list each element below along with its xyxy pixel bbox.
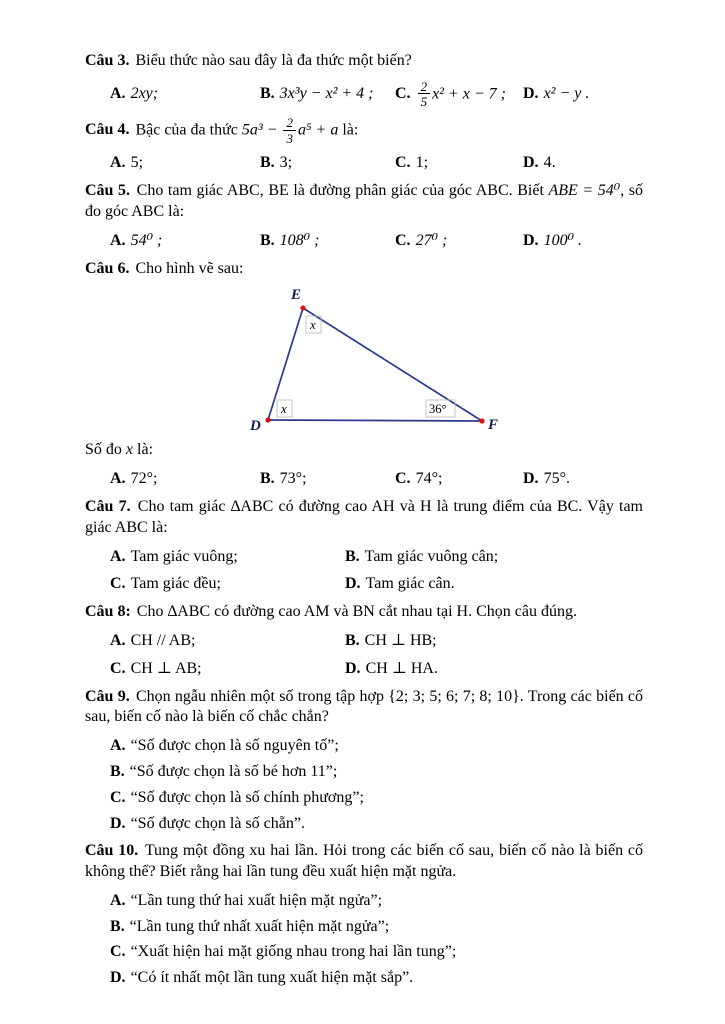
option-a-text: 5; (130, 154, 144, 172)
question-5-options (85, 231, 643, 252)
fraction (418, 80, 431, 109)
option-a-label: A. (110, 154, 126, 172)
question-6-subtext (85, 440, 643, 461)
option-c-label: C. (395, 231, 411, 249)
option-b-text: 3; (279, 154, 293, 172)
option-d-text: Tam giác cân. (365, 575, 455, 593)
question-3-options (85, 80, 643, 109)
fraction (283, 116, 296, 145)
option-d (523, 153, 643, 174)
option-a-text: “Số được chọn là số nguyên tố”; (130, 737, 339, 755)
option-a (110, 231, 260, 252)
option-a-label: A. (110, 631, 126, 649)
question-5-stem (85, 181, 643, 223)
option-b-label: B. (110, 917, 125, 935)
option-a-label: A. (110, 547, 126, 565)
question-10-stem (85, 841, 643, 883)
question-6-below-2: là: (133, 441, 154, 459)
option-a-text: 2xy; (130, 85, 159, 103)
angle-label-x-top: x (310, 317, 316, 333)
angle-label-x-left: x (281, 401, 287, 417)
option-c (110, 574, 345, 595)
vertex-dot-D (265, 418, 270, 423)
option-c (395, 80, 523, 109)
option-d-label: D. (523, 470, 539, 488)
fraction-denominator: 5 (420, 94, 428, 110)
option-c-text: Tam giác đều; (130, 575, 221, 593)
option-b-text: “Lần tung thứ nhất xuất hiện mặt ngửa”; (129, 917, 390, 935)
option-b (345, 547, 643, 568)
option-d-label: D. (110, 814, 126, 832)
fraction-denominator: 3 (286, 130, 293, 146)
option-a-label: A. (110, 231, 126, 249)
question-7-options (85, 547, 643, 596)
option-a-label: A. (110, 85, 126, 103)
option-d-text: 100⁰ . (543, 231, 582, 249)
option-b (260, 84, 395, 105)
question-4-options (85, 153, 643, 174)
option-a-label: A. (110, 737, 126, 755)
option-a (110, 153, 260, 174)
question-5 (85, 181, 643, 251)
option-b-text: 3x³y − x² + 4 ; (279, 85, 374, 103)
vertex-label-F: F (488, 417, 499, 434)
edge-D-F (268, 420, 482, 421)
option-b-label: B. (260, 154, 275, 172)
option-c (110, 788, 643, 809)
option-c (395, 469, 523, 490)
angle-label-36: 36° (429, 402, 447, 417)
question-4-text-before: Bậc của đa thức (135, 121, 242, 139)
question-10-text: Tung một đồng xu hai lần. Hỏi trong các biến cố sau, biến cố nào là biến cố không thể? Biết rằng hai lần tung đều xuất hiện mặt ngửa. (85, 842, 644, 881)
option-a (110, 84, 260, 105)
question-4-label: Câu 4. (85, 121, 130, 139)
question-8-options (85, 631, 643, 680)
question-4-text-after: là: (338, 121, 359, 139)
option-a-text: CH // AB; (130, 631, 196, 649)
option-d-text: x² − y . (543, 85, 590, 103)
question-9 (85, 687, 643, 835)
option-d (523, 469, 643, 490)
option-b-text: “Số được chọn là số bé hơn 11”; (129, 762, 338, 780)
option-a-label: A. (110, 891, 126, 909)
option-d-label: D. (523, 85, 539, 103)
option-b-label: B. (260, 85, 275, 103)
option-c-label: C. (395, 85, 411, 103)
option-d-label: D. (523, 231, 539, 249)
option-a-text: 72°; (130, 470, 158, 488)
option-c-label: C. (395, 154, 411, 172)
option-b (260, 153, 395, 174)
question-8-stem (85, 602, 643, 623)
question-7-stem (85, 497, 643, 539)
option-b (345, 631, 643, 652)
option-b-text: 108⁰ ; (279, 231, 320, 249)
option-b-label: B. (260, 470, 275, 488)
question-4-stem (85, 116, 643, 145)
option-c-label: C. (110, 659, 126, 677)
option-b-label: B. (110, 762, 125, 780)
option-d-text: 4. (543, 154, 556, 172)
option-d-label: D. (523, 154, 539, 172)
option-c (110, 942, 643, 963)
option-a (110, 736, 643, 757)
option-c-text: CH ⊥ AB; (130, 659, 202, 677)
question-7-label: Câu 7. (85, 497, 131, 515)
question-4-math-2: a⁵ + a (297, 121, 339, 139)
option-a (110, 631, 345, 652)
question-3-stem (85, 51, 643, 72)
question-9-label: Câu 9. (85, 687, 130, 705)
option-b (110, 762, 643, 783)
question-5-text-1: Cho tam giác ABC, BE là đường phân giác của góc ABC. Biết (136, 182, 549, 200)
option-c-text: “Xuất hiện hai mặt giống nhau trong hai lần tung”; (130, 943, 457, 961)
option-c-text: “Số được chọn là số chính phương”; (130, 788, 364, 806)
vertex-dot-E (300, 306, 305, 311)
option-d-text: CH ⊥ HA. (365, 659, 438, 677)
option-d-label: D. (110, 969, 126, 987)
option-d (523, 84, 643, 105)
question-4 (85, 116, 643, 174)
option-b-text: Tam giác vuông cân; (364, 547, 499, 565)
option-c-text: 27⁰ ; (415, 231, 448, 249)
option-b (260, 231, 395, 252)
option-c-label: C. (395, 470, 411, 488)
question-10-label: Câu 10. (85, 842, 139, 860)
question-5-math: ABE = 54⁰ (548, 182, 621, 200)
option-b-label: B. (345, 631, 360, 649)
option-b (110, 917, 643, 938)
question-6-below-math: x (125, 441, 134, 459)
vertex-dot-F (479, 419, 484, 424)
option-a-text: “Lần tung thứ hai xuất hiện mặt ngửa”; (130, 891, 383, 909)
question-6-options (85, 469, 643, 490)
fraction-numerator: 2 (283, 116, 296, 131)
question-3-label: Câu 3. (85, 52, 130, 69)
option-c-label: C. (110, 788, 126, 806)
option-c (395, 153, 523, 174)
option-d-text: “Có ít nhất một lần tung xuất hiện mặt sắp”. (130, 969, 414, 987)
option-a (110, 547, 345, 568)
option-a (110, 469, 260, 490)
option-d-label: D. (345, 575, 361, 593)
option-d (345, 574, 643, 595)
question-10 (85, 841, 643, 989)
option-a-text: Tam giác vuông; (130, 547, 238, 565)
triangle-edges (268, 308, 482, 421)
question-3 (85, 51, 643, 109)
question-8-text: Cho ∆ABC có đường cao AM và BN cắt nhau tại H. Chọn câu đúng. (136, 603, 577, 621)
option-c-text: 74°; (415, 470, 443, 488)
question-5-text-2: , số đo góc ABC là: (85, 182, 644, 220)
question-9-options (85, 736, 643, 834)
question-7-text: Cho tam giác ∆ABC có đường cao AH và H là trung điểm của BC. Vậy tam giác ABC là: (85, 497, 644, 536)
option-d (110, 814, 643, 835)
option-c-label: C. (110, 575, 126, 593)
vertex-label-E: E (291, 287, 302, 304)
option-c-text: 1; (415, 154, 429, 172)
question-6-text: Cho hình vẽ sau: (135, 259, 244, 277)
vertex-label-D: D (250, 418, 261, 435)
option-d-label: D. (345, 659, 361, 677)
question-8-label: Câu 8: (85, 603, 131, 621)
option-b-label: B. (260, 231, 275, 249)
question-9-stem (85, 687, 643, 729)
question-10-options (85, 891, 643, 989)
option-c-text: x² + x − 7 ; (432, 85, 506, 103)
option-a-text: 54⁰ ; (130, 231, 163, 249)
option-c (110, 659, 345, 680)
question-5-label: Câu 5. (85, 182, 131, 200)
option-a-label: A. (110, 470, 126, 488)
option-d-text: 75°. (543, 470, 570, 488)
question-6-stem (85, 259, 643, 280)
question-6 (85, 259, 643, 490)
option-b-label: B. (345, 547, 360, 565)
option-a (110, 891, 643, 912)
option-d (523, 231, 643, 252)
triangle-figure (85, 282, 643, 434)
triangle-figure-svg (245, 282, 515, 434)
fraction-numerator: 2 (418, 80, 431, 95)
question-6-below-1: Số đo (85, 441, 126, 459)
question-9-text: Chọn ngẫu nhiên một số trong tập hợp {2; 3; 5; 6; 7; 8; 10}. Trong các biến cố sau, biến cố nào là biến cố chắc chắn? (85, 687, 644, 726)
option-c (395, 231, 523, 252)
option-d (110, 968, 643, 989)
question-3-text: Biểu thức nào sau đây là đa thức một biến? (135, 52, 412, 69)
option-b-text: 73°; (279, 470, 307, 488)
question-4-math-1: 5a³ − (241, 121, 282, 139)
question-8 (85, 602, 643, 679)
option-c-label: C. (110, 943, 126, 961)
question-6-label: Câu 6. (85, 259, 130, 277)
option-b (260, 469, 395, 490)
option-d-text: “Số được chọn là số chẵn”. (130, 814, 305, 832)
question-7 (85, 497, 643, 595)
option-d (345, 659, 643, 680)
option-b-text: CH ⊥ HB; (364, 631, 437, 649)
